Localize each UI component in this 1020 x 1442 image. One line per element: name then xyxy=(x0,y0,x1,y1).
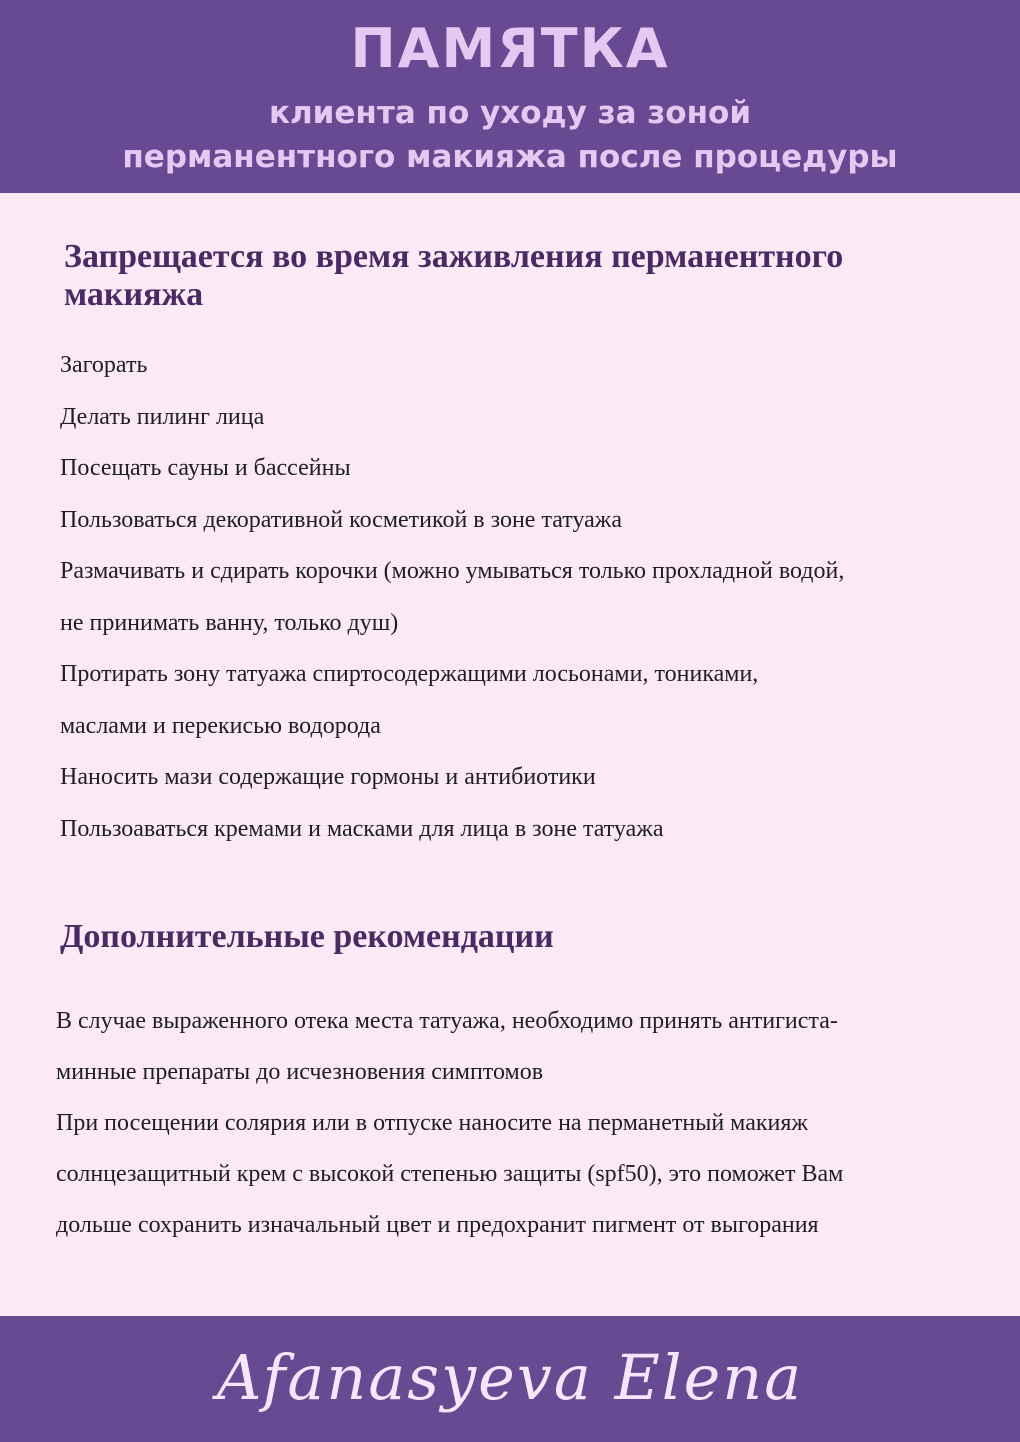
prohibited-line: Протирать зону татуажа спиртосодержащими лосьонами, тониками, xyxy=(60,661,759,687)
prohibited-line: не принимать ванну, только душ) xyxy=(60,609,399,636)
recommendation-line: дольше сохранить изначальный цвет и предохранит пигмент от выгорания xyxy=(56,1212,819,1238)
recommendation-line: В случае выраженного отека места татуажа, необходимо принять антигиста- xyxy=(56,1008,838,1034)
prohibited-line: Пользоваться декоративной косметикой в зоне татуажа xyxy=(60,506,623,533)
recommendations-list xyxy=(56,996,986,1251)
prohibited-line: Размачивать и сдирать корочки (можно умываться только прохладной водой, xyxy=(60,558,845,584)
recommendations-heading: Дополнительные рекомендации xyxy=(60,918,554,955)
footer-banner xyxy=(0,1316,1020,1442)
prohibited-line: Посещать сауны и бассейны xyxy=(60,455,351,481)
recommendation-line: солнцезащитный крем с высокой степенью защиты (spf50), это поможет Вам xyxy=(56,1161,844,1187)
recommendation-line: минные препараты до исчезновения симптомов xyxy=(56,1059,544,1085)
prohibited-line: Пользоаваться кремами и масками для лица в зоне татуажа xyxy=(60,815,664,842)
prohibited-heading: Запрещается во время заживления перманентного макияжа xyxy=(64,238,844,313)
prohibited-line: маслами и перекисью водорода xyxy=(60,712,381,739)
prohibited-line: Делать пилинг лица xyxy=(60,403,265,430)
prohibited-line: Загорать xyxy=(60,352,148,378)
prohibited-line: Наносить мази содержащие гормоны и антибиотики xyxy=(60,764,596,790)
recommendation-line: При посещении солярия или в отпуске наносите на перманетный макияж xyxy=(56,1110,808,1136)
subtitle-line-2: перманентного макияжа после процедуры xyxy=(122,139,898,175)
prohibited-list xyxy=(60,340,980,855)
page-title: ПАМЯТКА xyxy=(350,17,670,80)
signature: Afanasyeva Elena xyxy=(216,1341,804,1414)
header-banner xyxy=(0,0,1020,193)
subtitle-line-1: клиента по уходу за зоной xyxy=(268,95,752,131)
